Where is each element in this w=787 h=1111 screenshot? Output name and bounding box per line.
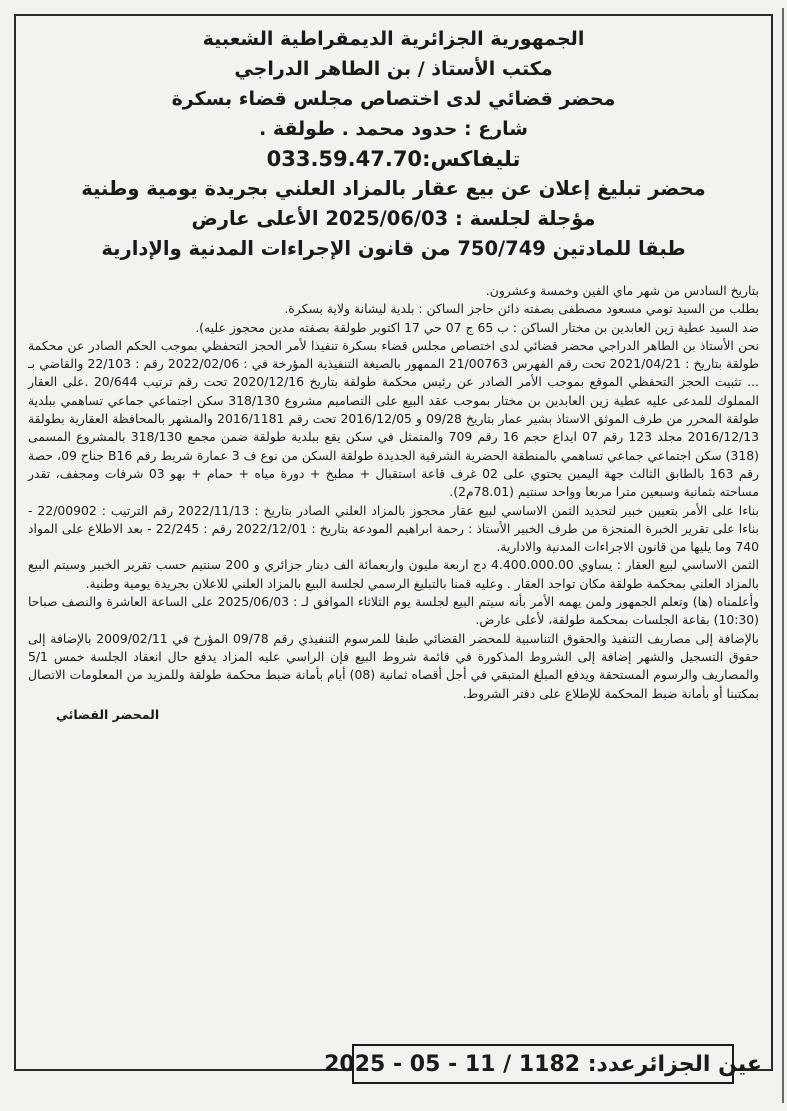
header-session: مؤجلة لجلسة : 2025/06/03 الأعلى عارض xyxy=(191,207,596,230)
header-title: محضر قضائي لدى اختصاص مجلس قضاء بسكرة xyxy=(171,88,616,110)
paragraph-property: نحن الأستاذ بن الطاهر الدراجي محضر قضائي لدى اختصاص مجلس قضاء بسكرة تنفيذا لأمر الحجز التحفظي بموجب الحكم الصادر عن محكمة طولقة بتاريخ : 2021/04/21 تحت رقم الفهرس 21/00763 الممهور بالصيغة التنفيذية المؤرخة في : 2022/02/06 رقم : 22/103 والقاضي بـ ... تثبيت الحجز التحفظي الموقع بموجب الأمر الصادر عن رئيس محكمة طولقة بتاريخ 2020/12/16 تحت رقم ترتيب 20/644 .على العقار المملوك للمدعى عليه عطية زين العابدين بن مختار بموجب عقد البيع على التصاميم مشروع 318/130 سكن اجتماعي جماعي تساهمي ببلدية طولقة المحرر من طرف الموثق الاستاذ بشير عمار بتاريخ 09/28 و 2016/12/05 تحت رقم 2016/1181 والمشهر بالمحافظة العقارية بطولقة 2016/12/13 مجلد 123 رقم 07 ايداع حجم 16 رقم 709 والمتمثل في سكن يقع ببلدية طولقة ضمن مجمع 318/130 بالمشروع المسمى (318) سكن اجتماعي جماعي تساهمي بالمنطقة الحضرية الشرقية الجديدة طولقة السكن من نوع ف 3 عمارة شريط رقم B16 جناح 09، حصة رقم 163 بالطابق الثالث جهة اليمين يحتوي على 02 غرف قاعة استقبال + مطبخ + دورة مياه + حمام + بهو 03 شرفات ومجفف، تقدر مساحته بثمانية وسبعين مترا مربعا وواحد سنتيم (78.01م2). xyxy=(28,337,760,500)
header-telefax: تليفاكس:033.59.47.70 xyxy=(266,147,521,171)
header-republic: الجمهورية الجزائرية الديمقراطية الشعبية xyxy=(202,28,585,50)
header-office: مكتب الأستاذ / بن الطاهر الدراجي xyxy=(234,58,553,80)
paragraph-price: الثمن الاساسي لبيع العقار : يساوي 4.400.000.00 دج اربعة مليون واربعمائة الف دينار جزائري و 200 سنتيم حسب تقرير الخبير وسيتم البيع بالمزاد العلني بمحكمة طولقة مكان تواجد العقار . وعليه قمنا بالتبليغ الرسمي لجلسة البيع بالمزاد العلني للاعلان بجريدة يومية وطنية. xyxy=(28,557,760,591)
paragraph-expert: بناءا على الأمر بتعيين خبير لتحديد الثمن الاساسي لبيع عقار محجوز بالمزاد العلني الصادر بتاريخ : 2022/11/13 رقم الترتيب : 22/00902 - بناءا على تقرير الخبرة المنجزة من طرف الخبير الأستاذ : رحمة ابراهيم المودعة بتاريخ : 2022/12/01 رقم : 22/245 - بعد الاطلاع على المواد 740 وما يليها من قانون الاجراءات المدنية والادارية. xyxy=(28,502,759,555)
header-street: شارع : حدود محمد . طولقة . xyxy=(259,118,528,140)
issue-footer: عين الجزائرعدد: 1182 / 11 - 05 - 2025 xyxy=(352,1044,734,1084)
signature: المحضر القضائي xyxy=(56,706,160,722)
notice-frame xyxy=(14,14,773,1071)
paragraph-requester: بطلب من السيد تومي مسعود مصطفى بصفته دائن حاجز الساكن : بلدية ليشانة ولاية بسكرة. xyxy=(284,301,759,317)
notice-body xyxy=(28,282,759,703)
right-column-rule xyxy=(782,8,784,1103)
paragraph-fees: بالإضافة إلى مصاريف التنفيذ والحقوق التناسبية للمحضر القضائي طبقا للمرسوم التنفيذي رقم 09/78 المؤرخ في 2009/02/11 بالإضافة إلى حقوق التسجيل والشهر إضافة إلى الشروط المذكورة في قائمة شروط البيع فإن الراسي عليه المزاد يدفع حال انعقاد الجلسة خمس 5/1 والمصاريف والرسوم المستحقة ويدفع المبلغ المتبقي في أجل أقصاه ثمانية (08) أيام بأمانة ضبط محكمة طولقة وللمزيد من المعلومات الاتصال بمكتبنا أو بأمانة ضبط المحكمة للإطلاع على دفتر الشروط. xyxy=(28,630,760,701)
paragraph-debtor: ضد السيد عطية زين العابدين بن مختار الساكن : ب 65 ج 07 حي 17 اكتوبر طولقة بصفته مدين محجوز عليه). xyxy=(195,319,759,335)
header-articles: طبقا للمادتين 750/749 من قانون الإجراءات المدنية والإدارية xyxy=(101,237,686,260)
paragraph-session: وأعلمناه (ها) وتعلم الجمهور ولمن يهمه الأمر بأنه سيتم البيع لجلسة يوم الثلاثاء الموافق لـ : 2025/06/03 على الساعة العاشرة والنصف صباحا (10:30) بقاعة الجلسات بمحكمة طولقة، لأعلى عارض. xyxy=(28,594,760,628)
paragraph-date: بتاريخ السادس من شهر ماي الفين وخمسة وعشرون. xyxy=(485,283,759,298)
notice-header xyxy=(28,24,759,264)
header-subject: محضر تبليغ إعلان عن بيع عقار بالمزاد العلني بجريدة يومية وطنية xyxy=(81,177,706,200)
